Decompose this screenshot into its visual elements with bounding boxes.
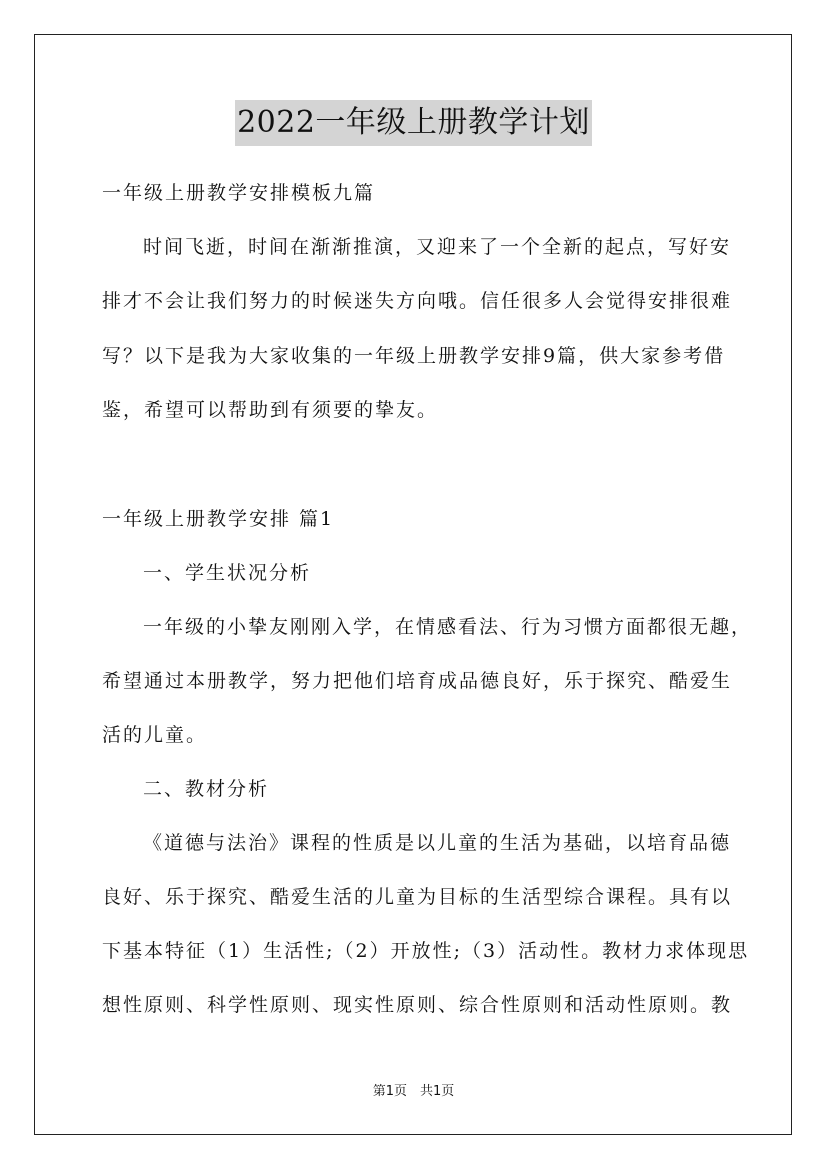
intro-line: 写？以下是我为大家收集的一年级上册教学安排9篇，供大家参考借 — [102, 345, 726, 367]
title-container — [0, 100, 827, 146]
document-title: 2022一年级上册教学计划 — [235, 100, 592, 146]
part2-heading: 二、教材分析 — [143, 778, 270, 800]
page-number-footer: 第1页 共1页 — [372, 1084, 455, 1099]
intro-line: 鉴，希望可以帮助到有须要的挚友。 — [102, 399, 439, 421]
section-heading: 一年级上册教学安排 篇1 — [102, 508, 335, 530]
intro-line: 时间飞逝，时间在渐渐推演，又迎来了一个全新的起点，写好安 — [143, 236, 732, 258]
part1-line: 活的儿童。 — [102, 724, 208, 746]
part2-line: 《道德与法治》课程的性质是以儿童的生活为基础，以培育品德 — [143, 832, 732, 854]
part1-line: 一年级的小挚友刚刚入学，在情感看法、行为习惯方面都很无趣， — [143, 616, 753, 638]
document-subtitle: 一年级上册教学安排模板九篇 — [102, 182, 376, 204]
part2-line: 下基本特征（1）生活性;（2）开放性;（3）活动性。教材力求体现思 — [102, 940, 750, 962]
part1-line: 希望通过本册教学，努力把他们培育成品德良好，乐于探究、酷爱生 — [102, 670, 733, 692]
part1-heading: 一、学生状况分析 — [143, 562, 312, 584]
part2-line: 良好、乐于探究、酷爱生活的儿童为目标的生活型综合课程。具有以 — [102, 886, 733, 908]
part2-line: 想性原则、科学性原则、现实性原则、综合性原则和活动性原则。教 — [102, 994, 733, 1016]
intro-line: 排才不会让我们努力的时候迷失方向哦。信任很多人会觉得安排很难 — [102, 290, 733, 312]
